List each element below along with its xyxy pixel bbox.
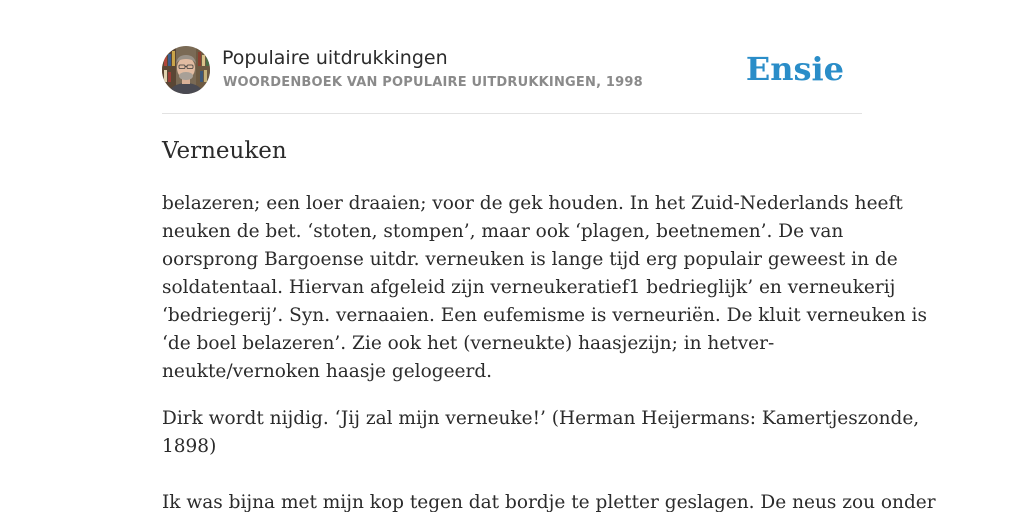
text-line: 1898)	[162, 436, 217, 457]
ensie-logo-link[interactable]: Ensie	[745, 50, 844, 88]
text-line: Dirk wordt nijdig. ‘Jij zal mijn verneuke!’ (Herman Heijermans: Kamertjeszonde,	[162, 408, 920, 429]
source-header	[162, 46, 862, 96]
text-line: neukte/vernoken haasje gelogeerd.	[162, 361, 493, 382]
entry-body	[162, 190, 936, 512]
quote-paragraph	[162, 489, 936, 512]
entry-title: Verneuken	[162, 138, 287, 164]
text-line: oorsprong Bargoense uitdr. verneuken is lange tijd erg populair geweest in de	[162, 249, 898, 270]
author-avatar[interactable]	[162, 46, 210, 94]
text-line: neuken de bet. ‘stoten, stompen’, maar ook ‘plagen, beetnemen’. De van	[162, 221, 844, 242]
avatar-portrait-image	[162, 46, 210, 94]
text-line: Ik was bijna met mijn kop tegen dat bordje te pletter geslagen. De neus zou onder	[162, 492, 936, 512]
text-line: soldatentaal. Hiervan afgeleid zijn verneukeratief1 bedrieglijk’ en verneukerij	[162, 277, 896, 298]
text-line: belazeren; een loer draaien; voor de gek houden. In het Zuid-Nederlands heeft	[162, 193, 903, 214]
source-title[interactable]: Populaire uitdrukkingen	[222, 47, 448, 69]
source-subtitle: WOORDENBOEK VAN POPULAIRE UITDRUKKINGEN, 1998	[223, 75, 643, 90]
text-line: ‘de boel belazeren’. Zie ook het (verneukte) haasjezijn; in hetver-	[162, 333, 775, 354]
definition-paragraph	[162, 190, 927, 386]
quote-paragraph	[162, 405, 920, 461]
text-line: ‘bedriegerij’. Syn. vernaaien. Een eufemisme is verneuriën. De kluit verneuken is	[162, 305, 927, 326]
header-divider	[162, 113, 862, 114]
